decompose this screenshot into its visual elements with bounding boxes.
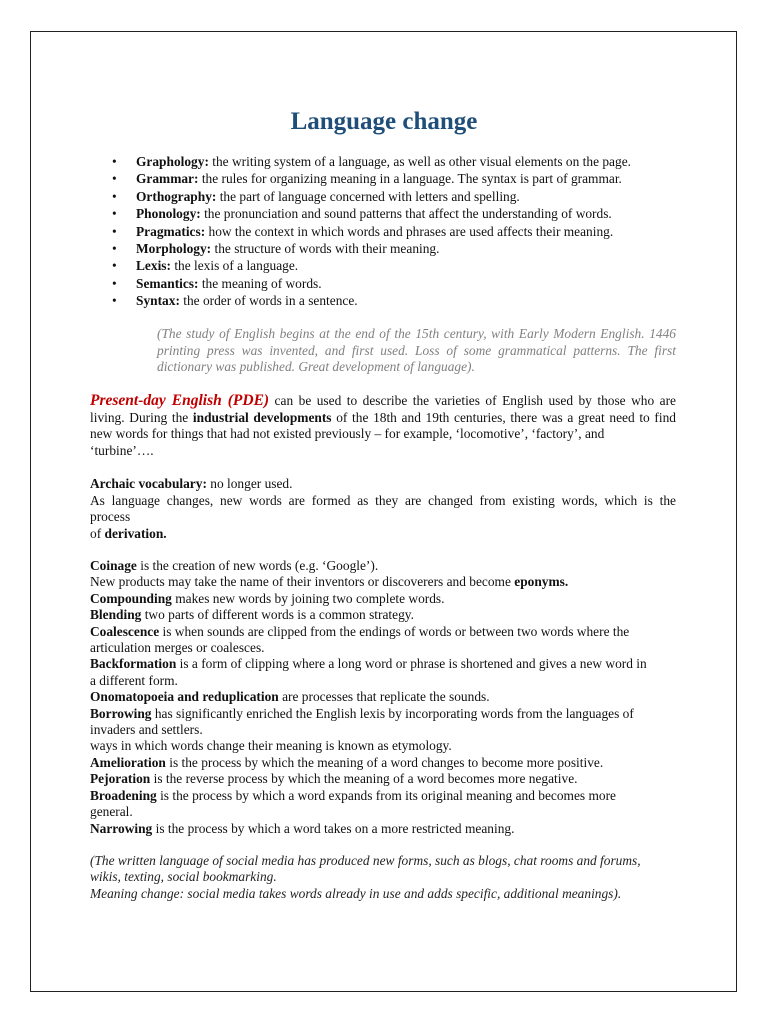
- list-item: [90, 205, 690, 222]
- archaic-line: [90, 476, 676, 493]
- derivation-term: derivation.: [104, 525, 167, 541]
- archaic-line: As language changes, new words are formed as they are changed from existing words, which is the: [90, 492, 676, 508]
- list-item-text: how the context in which words and phrases are used affects their meaning.: [205, 223, 614, 239]
- word-formation-list: [90, 558, 650, 837]
- term-entry: [90, 591, 650, 607]
- list-item-text: the structure of words with their meaning.: [211, 241, 440, 257]
- pde-text: of the 18th and 19th centuries, there was a great need to find new words for things that had not existed previously – for example, ‘locomotive’, ‘factory’, and: [90, 409, 676, 442]
- term-name: Narrowing: [90, 820, 153, 836]
- list-item-term: Syntax:: [136, 293, 180, 309]
- term-name: eponyms.: [514, 574, 569, 590]
- pde-label: Present-day English (PDE): [90, 392, 270, 409]
- list-item-term: Lexis:: [136, 258, 171, 274]
- bullet-icon: •: [112, 275, 117, 291]
- list-item-term: Morphology:: [136, 241, 212, 257]
- term-name: Broadening: [90, 787, 157, 803]
- social-media-note: [90, 853, 680, 902]
- term-text: New products may take the name of their inventors or discoverers and become: [90, 574, 515, 590]
- list-item: [90, 240, 690, 257]
- term-entry: [90, 656, 650, 689]
- list-item: [90, 223, 690, 240]
- page-title: Language change: [290, 108, 478, 135]
- term-name: Blending: [90, 607, 142, 623]
- term-entry: [90, 558, 650, 574]
- bullet-icon: •: [112, 241, 117, 257]
- term-text: is the creation of new words (e.g. ‘Google’).: [136, 558, 379, 573]
- note-line: Meaning change: social media takes words already in use and adds specific, additional meanings).: [90, 885, 622, 901]
- term-name: Amelioration: [90, 754, 166, 770]
- term-text: makes new words by joining two complete words.: [171, 590, 445, 606]
- term-name: Pejoration: [90, 771, 151, 787]
- term-name: Coalescence: [90, 623, 160, 639]
- list-item-text: the order of words in a sentence.: [179, 293, 358, 309]
- term-entry: [90, 706, 650, 739]
- list-item: [90, 275, 690, 292]
- term-text: has significantly enriched the English lexis by incorporating words from the languages of invaders and settlers.: [90, 705, 634, 738]
- term-entry: [90, 788, 650, 821]
- term-text: two parts of different words is a common strategy.: [141, 607, 414, 623]
- archaic-prefix: of: [90, 525, 105, 541]
- bullet-icon: •: [112, 223, 117, 239]
- note-line: wikis, texting, social bookmarking.: [90, 869, 277, 885]
- language-aspects-list: [90, 153, 690, 310]
- list-item-term: Orthography:: [136, 188, 217, 204]
- bullet-icon: •: [112, 206, 117, 222]
- term-text: is the process by which a word expands from its original meaning and becomes more general.: [90, 787, 616, 820]
- list-item: [90, 257, 690, 274]
- list-item: [90, 188, 690, 205]
- bullet-icon: •: [112, 154, 117, 169]
- term-entry: [90, 771, 650, 787]
- pde-text: can be used to describe the varieties of English used by those who are living. During the: [90, 393, 676, 425]
- term-text: are processes that replicate the sounds.: [278, 689, 490, 705]
- archaic-line: [90, 526, 676, 543]
- list-item-text: the rules for organizing meaning in a language. The syntax is part of grammar.: [198, 171, 622, 187]
- list-item-term: Grammar:: [136, 171, 199, 187]
- term-entry: [90, 755, 650, 771]
- bullet-icon: •: [112, 171, 117, 187]
- list-item-term: Phonology:: [136, 206, 201, 222]
- term-name: Compounding: [90, 590, 172, 606]
- list-item: [90, 153, 690, 170]
- term-text: is the reverse process by which the meaning of a word becomes more negative.: [150, 771, 578, 787]
- list-item-text: the lexis of a language.: [170, 258, 299, 274]
- term-text: is when sounds are clipped from the endings of words or between two words where the articulation merges or coalesces.: [90, 623, 630, 656]
- list-item-text: the writing system of a language, as well as other visual elements on the page.: [208, 154, 631, 169]
- list-item-text: the meaning of words.: [198, 275, 322, 291]
- bullet-icon: •: [112, 258, 117, 274]
- term-name: Coinage: [90, 558, 137, 573]
- term-entry: [90, 821, 650, 837]
- archaic-text: no longer used.: [206, 476, 293, 491]
- archaic-term: Archaic vocabulary:: [90, 476, 207, 491]
- note-line: (The written language of social media has produced new forms, such as blogs, chat rooms and forums,: [90, 853, 641, 868]
- archaic-line: process: [90, 509, 131, 525]
- term-entry: [90, 624, 650, 657]
- archaic-paragraph: [90, 476, 676, 542]
- term-text: is a form of clipping where a long word or phrase is shortened and gives a new word in a different form.: [90, 656, 647, 688]
- pde-bold-term: industrial developments: [192, 409, 332, 425]
- term-entry: [90, 689, 650, 705]
- list-item: [90, 292, 690, 309]
- bullet-icon: •: [112, 188, 117, 204]
- term-name: Borrowing: [90, 705, 152, 721]
- term-entry: [90, 607, 650, 623]
- term-text: is the process by which a word takes on a more restricted meaning.: [152, 820, 515, 836]
- list-item-term: Graphology:: [136, 154, 209, 169]
- term-text: is the process by which the meaning of a word changes to become more positive.: [165, 754, 604, 770]
- list-item: [90, 170, 690, 187]
- pde-text-end: ‘turbine’….: [90, 442, 154, 458]
- list-item-term: Pragmatics:: [136, 223, 206, 239]
- term-name: Onomatopoeia and reduplication: [90, 689, 279, 705]
- list-item-text: the pronunciation and sound patterns that affect the understanding of words.: [200, 206, 612, 222]
- bullet-icon: •: [112, 293, 117, 309]
- term-entry: ways in which words change their meaning is known as etymology.: [90, 738, 452, 754]
- term-name: Backformation: [90, 656, 177, 672]
- history-note: (The study of English begins at the end of the 15th century, with Early Modern English. 1446 printing press was invented, and first used. Loss of some grammatical patterns. The first dictionary was published. Great development of language).: [157, 326, 676, 375]
- pde-paragraph: [90, 393, 676, 459]
- term-entry: [90, 574, 650, 590]
- list-item-text: the part of language concerned with letters and spelling.: [216, 188, 520, 204]
- list-item-term: Semantics:: [136, 275, 199, 291]
